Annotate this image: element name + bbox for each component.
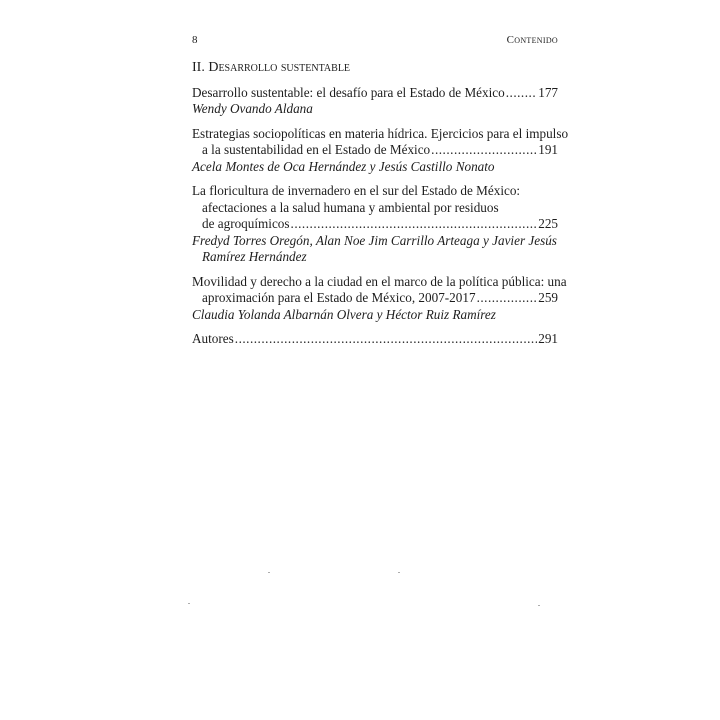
running-section-title: Contenido xyxy=(506,34,558,46)
toc-entry-title: aproximación para el Estado de México, 2007-2017 xyxy=(202,290,476,305)
scan-speck xyxy=(188,603,190,604)
toc-entry-page: 291 xyxy=(538,331,558,346)
toc-entry-title: afectaciones a la salud humana y ambiental por residuos xyxy=(202,199,499,215)
toc-entry-author: Acela Montes de Oca Hernández y Jesús Castillo Nonato xyxy=(192,158,495,174)
toc-entry xyxy=(192,183,558,266)
toc-entry-title: Estrategias sociopolíticas en materia hídrica. Ejercicios para el impulso xyxy=(192,125,569,141)
toc-entry-autores xyxy=(192,331,558,348)
running-header xyxy=(192,34,558,50)
table-of-contents xyxy=(192,60,569,348)
toc-entry-author: Claudia Yolanda Albarnán Olvera y Héctor Ruiz Ramírez xyxy=(192,306,496,322)
toc-entry-author: Fredyd Torres Oregón, Alan Noe Jim Carrillo Arteaga y Javier Jesús xyxy=(192,232,557,248)
toc-entry-title-line xyxy=(192,290,558,307)
toc-entry-title-line xyxy=(192,142,558,159)
page-number: 8 xyxy=(192,34,198,46)
part-number: II. xyxy=(192,60,205,75)
scan-speck xyxy=(538,605,540,606)
toc-entry-page: 177 xyxy=(538,84,558,100)
toc-entry-title: Autores xyxy=(192,331,234,346)
dot-leader xyxy=(506,85,537,102)
toc-entry-title-line xyxy=(192,85,558,102)
toc-entry-author: Wendy Ovando Aldana xyxy=(192,101,313,116)
toc-entry-title: de agroquímicos xyxy=(202,216,290,231)
part-title: Desarrollo sustentable xyxy=(208,60,351,75)
scan-speck xyxy=(398,572,400,573)
toc-entry xyxy=(192,273,567,324)
toc-entry-page: 191 xyxy=(538,142,558,157)
toc-entry-title: a la sustentabilidad en el Estado de México xyxy=(202,142,431,157)
toc-entry-title: La floricultura de invernadero en el sur del Estado de México: xyxy=(192,183,521,198)
part-heading xyxy=(192,60,558,77)
dot-leader xyxy=(235,331,537,348)
toc-entry-author: Ramírez Hernández xyxy=(202,249,307,264)
toc-entry xyxy=(192,125,569,176)
dot-leader xyxy=(431,142,537,159)
scan-speck xyxy=(268,572,270,573)
toc-entry-page: 225 xyxy=(538,216,558,231)
dot-leader xyxy=(477,290,538,307)
toc-entry-page: 259 xyxy=(538,290,558,305)
toc-entry-title-line xyxy=(192,216,558,233)
dot-leader xyxy=(291,216,538,233)
toc-entry xyxy=(192,85,558,118)
toc-entry-title: Movilidad y derecho a la ciudad en el marco de la política pública: una xyxy=(192,273,567,289)
toc-entry-title: Desarrollo sustentable: el desafío para el Estado de México xyxy=(192,84,505,100)
